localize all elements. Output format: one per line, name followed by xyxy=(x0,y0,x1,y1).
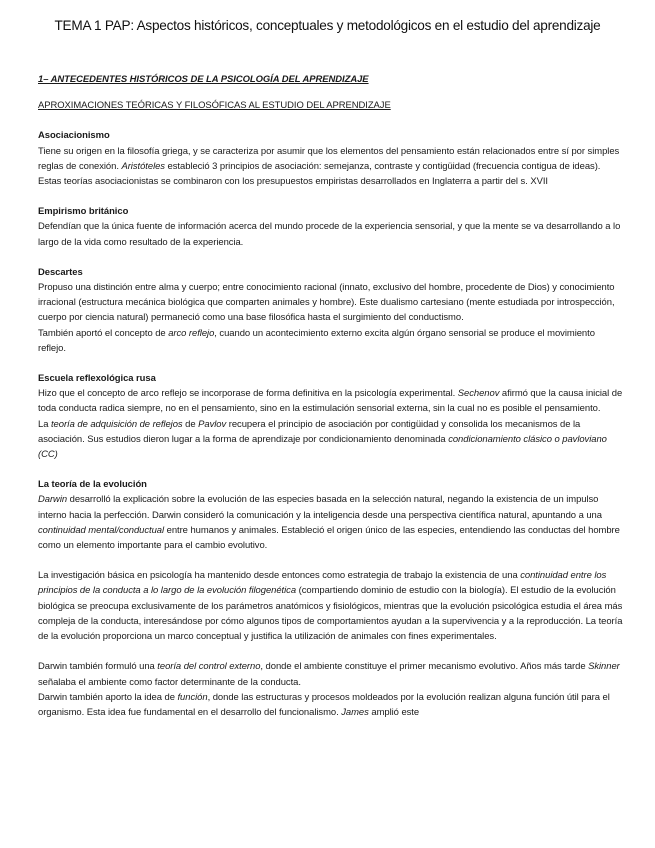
section-heading: 1– ANTECEDENTES HISTÓRICOS DE LA PSICOLOGÍA DEL APRENDIZAJE xyxy=(38,74,369,85)
evolucion-paragraph-1: Darwin desarrolló la explicación sobre la evolución de las especies basada en la selección natural, negando la existencia de un impulso interno hacia la perfección. Darwin consideró la comunicación y la inteligencia desde una perspectiva científica natural, apuntando a una continuidad mental/conductual entre humanos y animales. Estableció el origen único de las especies, entendiendo las conductas del hombre como un elemento importante para el cambio evolutivo. xyxy=(38,494,620,552)
asociacionismo-title: Asociacionismo xyxy=(38,130,110,142)
evolucion-paragraph-4: Darwin también aporto la idea de función, donde las estructuras y procesos moldeados por la evolución realizan alguna función útil para el organismo. Esta idea fue fundamental en el desarrollo del funcionalismo. James amplió este xyxy=(38,691,610,718)
reflexologica-title: Escuela reflexológica rusa xyxy=(38,373,156,385)
asociacionismo-paragraph: Tiene su origen en la filosofía griega, y se caracteriza por asumir que los elementos del pensamiento están relacionados entre sí por simples reglas de conexión. Aristóteles estableció 3 principios de asociación: semejanza, contraste y contigüidad (frecuencia contigua de ideas). Estas teorías asociacionistas se combinaron con los presupuestos empiristas desarrollados en Inglaterra a partir del s. XVII xyxy=(38,145,620,188)
empirismo-title: Empirismo británico xyxy=(38,206,129,218)
descartes-paragraph-2: También aportó el concepto de arco reflejo, cuando un acontecimiento externo excita algún órgano sensorial se produce el movimiento reflejo. xyxy=(38,327,595,354)
document-body xyxy=(38,64,623,720)
evolucion-title: La teoría de la evolución xyxy=(38,479,147,491)
reflexologica-paragraph-2: La teoría de adquisición de reflejos de Pavlov recupera el principio de asociación por contigüidad y consolida los mecanismos de la asociación. Sus estudios dieron lugar a la forma de aprendizaje por condicionamiento denominada condicionamiento clásico o pavloviano (CC) xyxy=(38,418,607,461)
document-title: TEMA 1 PAP: Aspectos históricos, conceptuales y metodológicos en el estudio del aprendizaje xyxy=(54,18,601,33)
descartes-title: Descartes xyxy=(38,266,83,278)
evolucion-paragraph-2: La investigación básica en psicología ha mantenido desde entonces como estrategia de trabajo la existencia de una continuidad entre los principios de la conducta a lo largo de la evolución filogenética (compartiendo dominio de estudio con la biología). El estudio de la evolución biológica se preocupa exclusivamente de los parámetros anatómicos y fisiológicos, mientras que la evolución psicológica estudia el área más compleja de la conducta, interesándose por cómo algunos tipos de comportamientos ayudan a la supervivencia y a la reproducción. La teoría de la evolución proporciona un marco conceptual y justifica la utilización de animales con fines experimentales. xyxy=(38,570,623,643)
reflexologica-paragraph-1: Hizo que el concepto de arco reflejo se incorporase de forma definitiva en la psicología experimental. Sechenov afirmó que la causa inicial de toda conducta radica siempre, no en el pensamiento, sino en la estimulación sensorial externa, sin la cual no es posible el pensamiento. xyxy=(38,388,623,415)
descartes-paragraph-1: Propuso una distinción entre alma y cuerpo; entre conocimiento racional (innato, exclusivo del hombre, procedente de Dios) y conocimiento irracional (estructura mecánica biológica que comparten animales y hombre). Este dualismo cartesiano (mente estudiada por introspección, cuerpo por ciencia natural) permaneció como una base filosófica hasta el surgimiento del conductismo. xyxy=(38,282,615,324)
evolucion-paragraph-3: Darwin también formuló una teoría del control externo, donde el ambiente constituye el primer mecanismo evolutivo. Años más tarde Skinner señalaba el ambiente como factor determinante de la conducta. xyxy=(38,661,620,688)
subsection-heading: APROXIMACIONES TEÓRICAS Y FILOSÓFICAS AL ESTUDIO DEL APRENDIZAJE xyxy=(38,100,391,112)
empirismo-paragraph: Defendían que la única fuente de información acerca del mundo procede de la experiencia sensorial, y que la mente se va desarrollando a lo largo de la vida como resultado de la experiencia. xyxy=(38,221,621,248)
